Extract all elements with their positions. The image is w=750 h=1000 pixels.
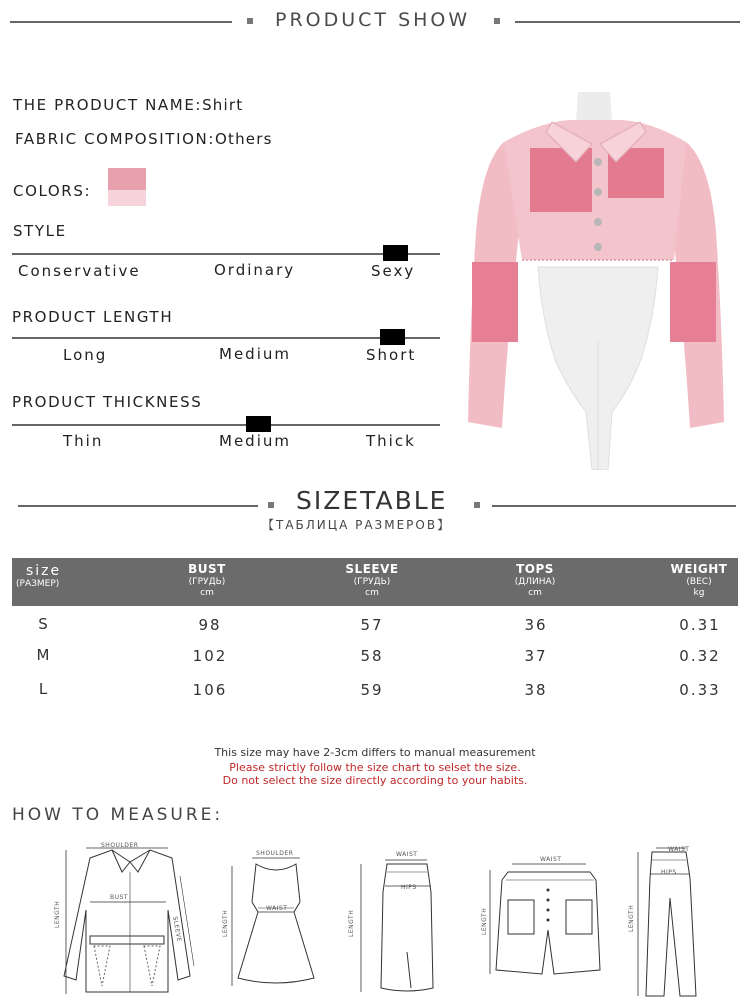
col-header-tops-main: TOPS bbox=[516, 562, 554, 576]
col-header-weight-main: WEIGHT bbox=[670, 562, 728, 576]
measure-diagram-dress bbox=[222, 846, 322, 996]
col-header-sleeve-sub: (ГРУДЬ) bbox=[353, 577, 391, 587]
sizetable-dot-left bbox=[268, 502, 274, 508]
measure-diagram-shorts bbox=[478, 850, 608, 978]
label-bust-jacket: BUST bbox=[110, 894, 128, 901]
header-line-left bbox=[10, 21, 232, 23]
cell-tops: 36 bbox=[524, 616, 548, 634]
mannequin-neck bbox=[576, 92, 612, 122]
scale-title-length: PRODUCT LENGTH bbox=[12, 308, 174, 326]
label-waist-shorts: WAIST bbox=[540, 856, 562, 863]
col-header-sleeve-main: SLEEVE bbox=[345, 562, 399, 576]
swatch-bottom bbox=[108, 190, 146, 206]
label-length-pants: LENGTH bbox=[628, 904, 635, 932]
col-header-sleeve-unit: cm bbox=[365, 588, 379, 598]
colors-label: COLORS: bbox=[13, 182, 92, 200]
label-waist-skirt: WAIST bbox=[396, 851, 418, 858]
cell-tops: 38 bbox=[524, 681, 548, 699]
sizetable-line-left bbox=[18, 505, 258, 507]
chest-patch-left bbox=[530, 148, 592, 212]
scale-option-thick: Thick bbox=[366, 432, 416, 450]
scale-marker-length bbox=[380, 329, 405, 345]
header-line-right bbox=[515, 21, 740, 23]
cell-sleeve: 58 bbox=[360, 647, 384, 665]
col-header-bust-main: BUST bbox=[188, 562, 226, 576]
sleeve-patch-right bbox=[670, 262, 716, 342]
scale-line-style bbox=[12, 253, 440, 255]
cell-weight: 0.32 bbox=[679, 647, 721, 665]
page-title: PRODUCT SHOW bbox=[275, 9, 471, 31]
col-header-weight-sub: (ВЕС) bbox=[686, 577, 712, 587]
cell-weight: 0.31 bbox=[679, 616, 721, 634]
scale-line-length bbox=[12, 337, 440, 339]
fabric-composition bbox=[15, 130, 273, 148]
col-header-weight-unit: kg bbox=[693, 588, 705, 598]
sizetable-title: SIZETABLE bbox=[296, 486, 448, 515]
label-shoulder-jacket: SHOULDER bbox=[101, 842, 139, 849]
col-header-bust bbox=[172, 562, 242, 598]
label-hips-pants: HIPS bbox=[661, 869, 677, 876]
measure-diagram-pants bbox=[628, 838, 708, 1000]
swatch-top bbox=[108, 168, 146, 190]
scale-title-style: STYLE bbox=[13, 222, 67, 240]
cell-size: M bbox=[36, 646, 52, 664]
label-sleeve-jacket: SLEEVE bbox=[171, 916, 183, 943]
note-warning-1: Please strictly follow the size chart to selset the size. bbox=[229, 761, 521, 774]
label-length-dress: LENGTH bbox=[222, 909, 229, 937]
col-header-size bbox=[16, 564, 74, 590]
header-dot-left bbox=[247, 18, 253, 24]
cell-bust: 102 bbox=[192, 647, 228, 665]
scale-option-ordinary: Ordinary bbox=[214, 261, 296, 279]
col-header-bust-sub: (ГРУДЬ) bbox=[188, 577, 226, 587]
how-to-measure-title: HOW TO MEASURE: bbox=[12, 805, 224, 825]
measure-diagram-skirt bbox=[345, 852, 445, 1000]
scale-option-long: Long bbox=[63, 346, 108, 364]
sizetable-line-right bbox=[492, 505, 736, 507]
label-length-jacket: LENGTH bbox=[54, 900, 61, 928]
scale-option-medium: Medium bbox=[219, 345, 291, 363]
cell-bust: 98 bbox=[198, 616, 222, 634]
scale-option-sexy: Sexy bbox=[371, 262, 416, 280]
fabric-value: Others bbox=[214, 130, 273, 148]
scale-marker-style bbox=[383, 245, 408, 261]
scale-option-thin: Thin bbox=[63, 432, 104, 450]
scale-line-thickness bbox=[12, 424, 440, 426]
sizetable-subtitle: 【ТАБЛИЦА РАЗМЕРОВ】 bbox=[262, 518, 452, 532]
col-header-tops-unit: cm bbox=[528, 588, 542, 598]
cell-sleeve: 57 bbox=[360, 616, 384, 634]
size-table-header bbox=[12, 558, 738, 606]
cell-size: S bbox=[38, 615, 50, 633]
product-name bbox=[13, 96, 243, 114]
label-hips-skirt: HIPS bbox=[401, 884, 417, 891]
cell-sleeve: 59 bbox=[360, 681, 384, 699]
note-warning-2: Do not select the size directly according to your habits. bbox=[222, 774, 528, 787]
col-header-sleeve bbox=[332, 562, 412, 598]
col-header-size-main: size bbox=[26, 563, 62, 579]
cell-weight: 0.33 bbox=[679, 681, 721, 699]
scale-title-thickness: PRODUCT THICKNESS bbox=[12, 393, 203, 411]
cell-bust: 106 bbox=[192, 681, 228, 699]
label-length-skirt: LENGTH bbox=[348, 909, 355, 937]
col-header-tops bbox=[500, 562, 570, 598]
col-header-tops-sub: (ДЛИНА) bbox=[514, 577, 556, 587]
col-header-weight bbox=[662, 562, 736, 598]
sizetable-dot-right bbox=[474, 502, 480, 508]
label-shoulder-dress: SHOULDER bbox=[256, 850, 294, 857]
col-header-bust-unit: cm bbox=[200, 588, 214, 598]
col-header-size-sub: (РАЗМЕР) bbox=[16, 579, 60, 589]
label-waist-pants: WAIST bbox=[668, 846, 690, 853]
fabric-label: FABRIC COMPOSITION: bbox=[15, 130, 215, 148]
cell-size: L bbox=[38, 680, 50, 698]
scale-option-short: Short bbox=[366, 346, 417, 364]
product-photo bbox=[460, 92, 732, 470]
product-name-value: Shirt bbox=[202, 96, 244, 114]
scale-marker-thickness bbox=[246, 416, 271, 432]
header-dot-right bbox=[494, 18, 500, 24]
sleeve-patch-left bbox=[472, 262, 518, 342]
scale-option-medium-thickness: Medium bbox=[219, 432, 291, 450]
scale-option-conservative: Conservative bbox=[18, 262, 141, 280]
label-waist-dress: WAIST bbox=[266, 905, 288, 912]
product-name-label: THE PRODUCT NAME: bbox=[13, 96, 203, 114]
color-swatch-pink[interactable] bbox=[108, 168, 146, 206]
note-measurement: This size may have 2-3cm differs to manual measurement bbox=[214, 746, 536, 759]
label-length-shorts: LENGTH bbox=[481, 907, 488, 935]
cell-tops: 37 bbox=[524, 647, 548, 665]
